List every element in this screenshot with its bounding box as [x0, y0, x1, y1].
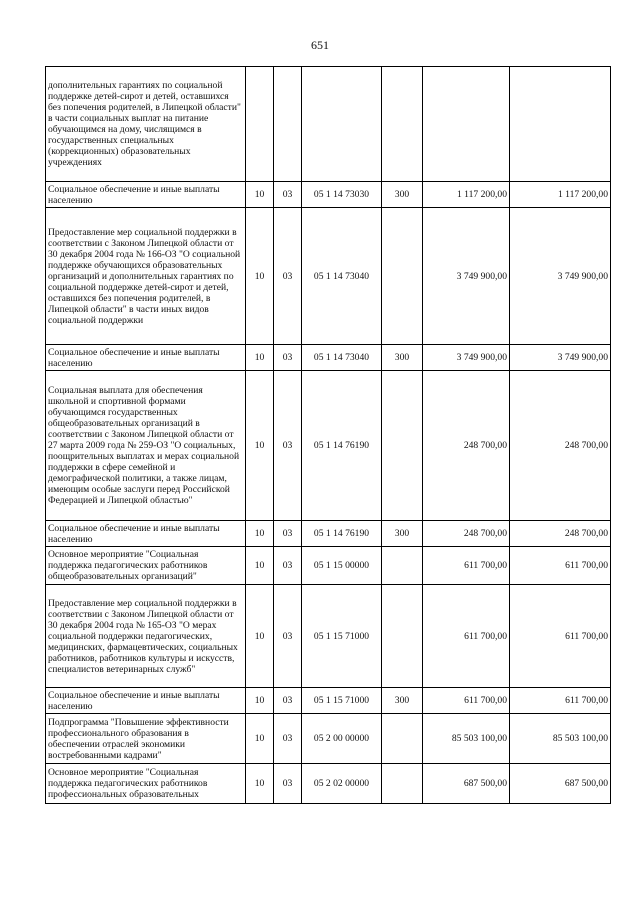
cell-sum2: 687 500,00 [510, 764, 611, 804]
cell-section: 10 [246, 585, 274, 688]
cell-name: дополнительных гарантиях по социальной поддержке детей-сирот и детей, оставшихся без попечения родителей, в Липецкой области" в части социальных выплат на питание обучающимся на дому, числящимся в государственных специальных (коррекционных) образовательных учреждениях [46, 67, 246, 182]
cell-subsection [274, 67, 302, 182]
cell-name: Социальное обеспечение и иные выплаты населению [46, 345, 246, 371]
cell-subsection: 03 [274, 764, 302, 804]
cell-vr: 300 [382, 182, 423, 208]
cell-vr [382, 764, 423, 804]
cell-vr [382, 67, 423, 182]
cell-sum2 [510, 67, 611, 182]
cell-name: Предоставление мер социальной поддержки в соответствии с Законом Липецкой области от 30 декабря 2004 года № 165-ОЗ "О мерах социальной поддержки педагогических, медицинских, фармацевтических, социальных работников, работников культуры и искусств, специалистов ветеринарных служб" [46, 585, 246, 688]
cell-target: 05 1 15 00000 [302, 547, 382, 585]
cell-target: 05 1 14 76190 [302, 521, 382, 547]
cell-subsection: 03 [274, 714, 302, 764]
cell-name: Социальное обеспечение и иные выплаты населению [46, 521, 246, 547]
table-row [46, 764, 611, 804]
cell-vr [382, 371, 423, 521]
cell-target: 05 1 14 76190 [302, 371, 382, 521]
table-row [46, 345, 611, 371]
table-row [46, 688, 611, 714]
table-row [46, 714, 611, 764]
cell-subsection: 03 [274, 521, 302, 547]
cell-subsection: 03 [274, 547, 302, 585]
cell-sum1: 611 700,00 [423, 547, 510, 585]
cell-sum2: 248 700,00 [510, 371, 611, 521]
cell-subsection: 03 [274, 688, 302, 714]
cell-section: 10 [246, 521, 274, 547]
cell-section: 10 [246, 688, 274, 714]
cell-name: Социальное обеспечение и иные выплаты населению [46, 182, 246, 208]
table-row [46, 371, 611, 521]
cell-section: 10 [246, 714, 274, 764]
cell-name: Основное мероприятие "Социальная поддержка педагогических работников профессиональных образовательных [46, 764, 246, 804]
budget-table [45, 66, 611, 804]
cell-sum1: 85 503 100,00 [423, 714, 510, 764]
cell-vr [382, 547, 423, 585]
cell-name: Подпрограмма "Повышение эффективности профессионального образования в обеспечении отраслей экономики востребованными кадрами" [46, 714, 246, 764]
cell-target: 05 1 15 71000 [302, 585, 382, 688]
cell-subsection: 03 [274, 585, 302, 688]
cell-target: 05 2 00 00000 [302, 714, 382, 764]
cell-sum1: 3 749 900,00 [423, 208, 510, 345]
cell-subsection: 03 [274, 345, 302, 371]
cell-sum1: 611 700,00 [423, 585, 510, 688]
cell-sum2: 248 700,00 [510, 521, 611, 547]
cell-section: 10 [246, 371, 274, 521]
cell-target [302, 67, 382, 182]
cell-name: Социальное обеспечение и иные выплаты населению [46, 688, 246, 714]
cell-target: 05 1 14 73040 [302, 208, 382, 345]
cell-sum1: 1 117 200,00 [423, 182, 510, 208]
cell-sum2: 611 700,00 [510, 585, 611, 688]
page-number: 651 [311, 38, 329, 52]
cell-name: Основное мероприятие "Социальная поддержка педагогических работников общеобразовательных организаций" [46, 547, 246, 585]
cell-subsection: 03 [274, 182, 302, 208]
cell-name: Предоставление мер социальной поддержки в соответствии с Законом Липецкой области от 30 декабря 2004 года № 166-ОЗ "О социальной поддержке обучающихся образовательных организаций и дополнительных гарантиях по социальной поддержке детей-сирот и детей, оставшихся без попечения родителей, в Липецкой области" в части иных видов социальной поддержки [46, 208, 246, 345]
cell-sum1: 3 749 900,00 [423, 345, 510, 371]
cell-section: 10 [246, 764, 274, 804]
cell-sum2: 85 503 100,00 [510, 714, 611, 764]
cell-section: 10 [246, 345, 274, 371]
cell-target: 05 1 14 73030 [302, 182, 382, 208]
cell-subsection: 03 [274, 371, 302, 521]
cell-subsection: 03 [274, 208, 302, 345]
cell-sum1: 687 500,00 [423, 764, 510, 804]
cell-sum1: 248 700,00 [423, 521, 510, 547]
table-row [46, 547, 611, 585]
budget-table-body [46, 67, 611, 804]
cell-sum2: 3 749 900,00 [510, 208, 611, 345]
cell-vr: 300 [382, 688, 423, 714]
cell-sum2: 611 700,00 [510, 547, 611, 585]
cell-sum1: 611 700,00 [423, 688, 510, 714]
cell-section: 10 [246, 547, 274, 585]
cell-sum2: 611 700,00 [510, 688, 611, 714]
cell-vr [382, 208, 423, 345]
cell-name: Социальная выплата для обеспечения школьной и спортивной формами обучающимся государственных общеобразовательных организаций в соответствии с Законом Липецкой области от 27 марта 2009 года № 259-ОЗ "О социальных, поощрительных выплатах и мерах социальной поддержки в сфере семейной и демографической политики, а также лицам, имеющим особые заслуги перед Российской Федерацией и Липецкой областью" [46, 371, 246, 521]
cell-vr: 300 [382, 345, 423, 371]
cell-vr [382, 585, 423, 688]
cell-sum2: 3 749 900,00 [510, 345, 611, 371]
cell-target: 05 2 02 00000 [302, 764, 382, 804]
table-row [46, 67, 611, 182]
cell-target: 05 1 14 73040 [302, 345, 382, 371]
table-row [46, 521, 611, 547]
table-row [46, 585, 611, 688]
cell-sum1 [423, 67, 510, 182]
table-row [46, 182, 611, 208]
cell-section: 10 [246, 208, 274, 345]
cell-target: 05 1 15 71000 [302, 688, 382, 714]
table-row [46, 208, 611, 345]
cell-section: 10 [246, 182, 274, 208]
cell-sum2: 1 117 200,00 [510, 182, 611, 208]
cell-vr [382, 714, 423, 764]
cell-sum1: 248 700,00 [423, 371, 510, 521]
cell-section [246, 67, 274, 182]
cell-vr: 300 [382, 521, 423, 547]
